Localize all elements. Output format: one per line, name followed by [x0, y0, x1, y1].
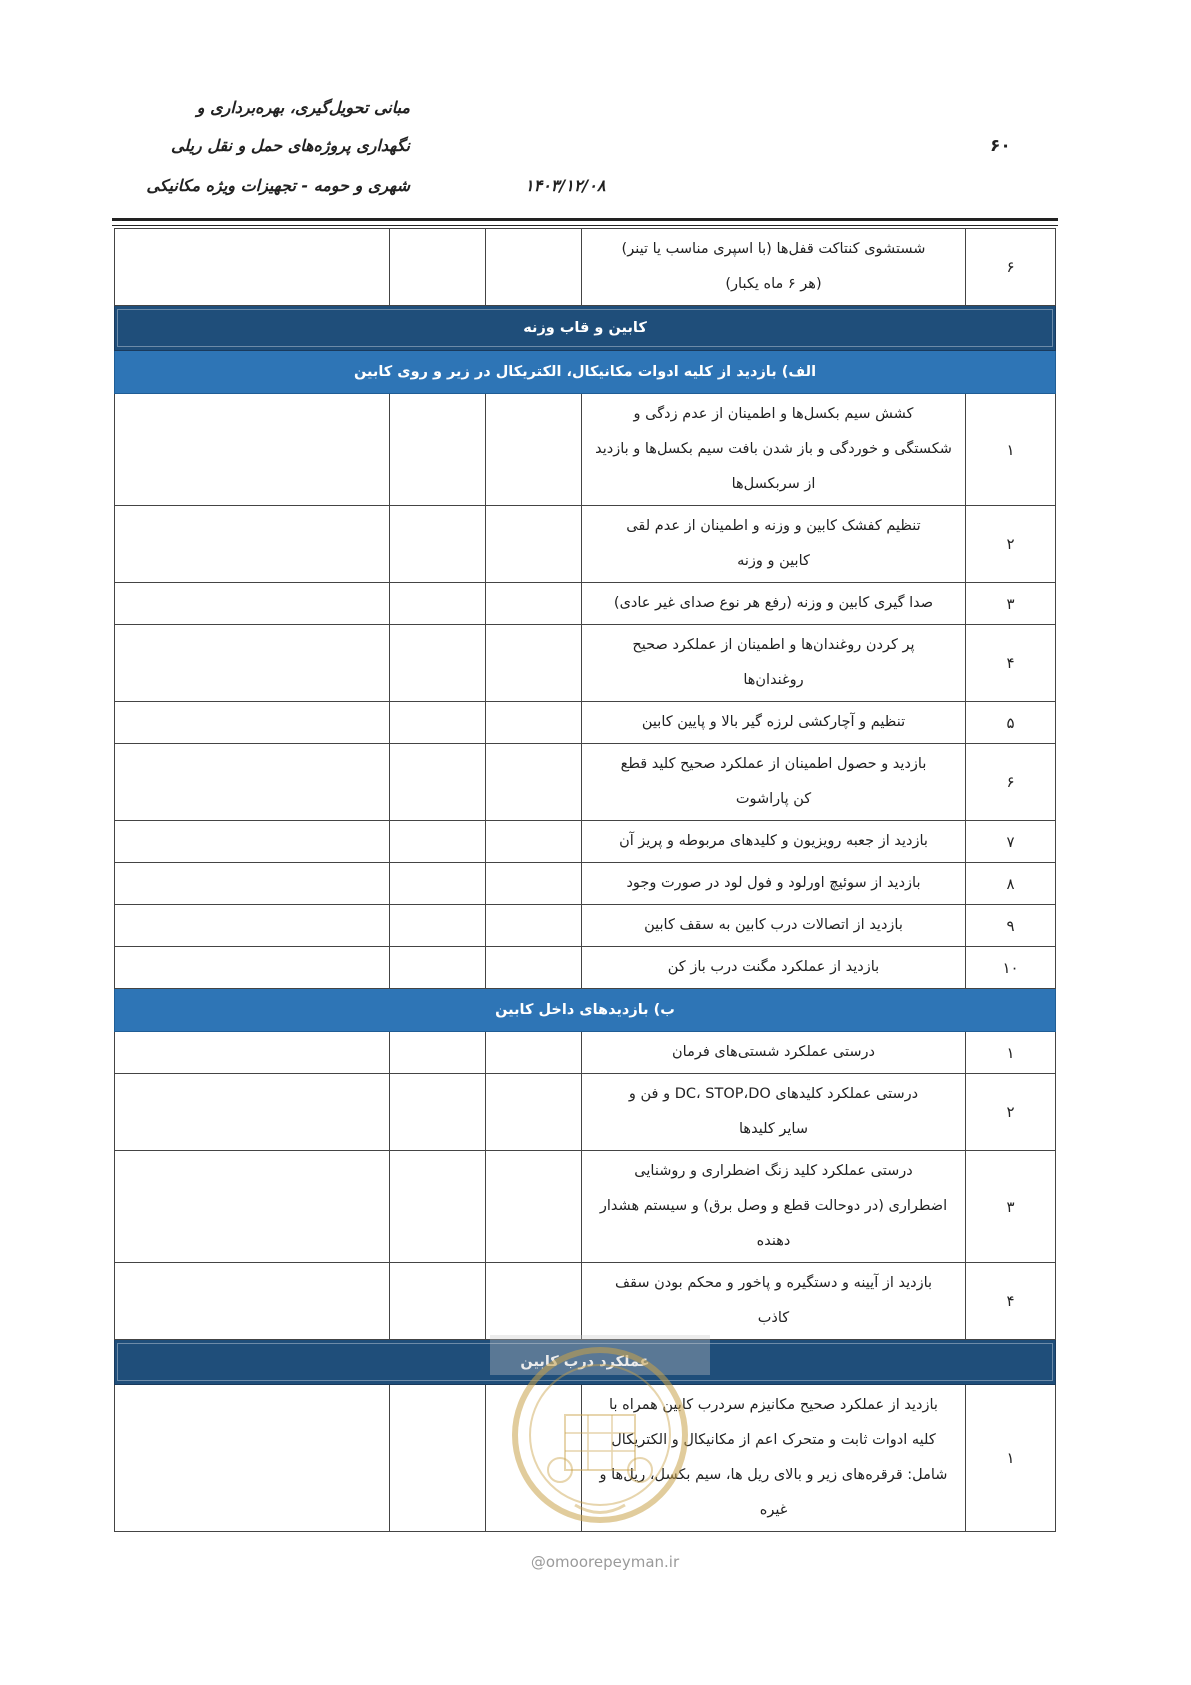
remarks-cell[interactable]	[115, 625, 390, 702]
row-description	[582, 506, 966, 583]
row-description-line: بازدید از عملکرد صحیح مکانیزم سردرب کابین همراه با	[609, 1397, 938, 1413]
row-description-line: کلیه ادوات ثابت و متحرک اعم از مکانیکال و الکتریکال	[611, 1432, 936, 1448]
check-cell[interactable]	[486, 1032, 582, 1074]
remarks-cell[interactable]	[115, 394, 390, 506]
row-description	[582, 583, 966, 625]
header-rule-thin	[112, 225, 1058, 226]
check-cell[interactable]	[390, 1151, 486, 1263]
row-description	[582, 947, 966, 989]
table-row	[115, 947, 1056, 989]
check-cell[interactable]	[486, 1074, 582, 1151]
row-description-line: بازدید از سوئیچ اورلود و فول لود در صورت وجود	[626, 875, 921, 891]
row-number: ۱۰	[966, 947, 1056, 989]
check-cell[interactable]	[486, 1151, 582, 1263]
header-title-line-3: شهری و حومه - تجهیزات ویژه مکانیکی	[146, 176, 410, 195]
header-title-line-2: نگهداری پروژه‌های حمل و نقل ریلی	[170, 136, 410, 155]
check-cell[interactable]	[486, 863, 582, 905]
row-description-line: کاذب	[757, 1310, 790, 1326]
row-description-line: شکستگی و خوردگی و باز شدن بافت سیم بکسل‌ها و بازدید	[595, 441, 952, 457]
row-number: ۶	[966, 229, 1056, 306]
check-cell[interactable]	[486, 506, 582, 583]
check-cell[interactable]	[390, 583, 486, 625]
section-header-row	[115, 306, 1056, 351]
row-description-line: بازدید و حصول اطمینان از عملکرد صحیح کلید قطع	[620, 756, 927, 772]
remarks-cell[interactable]	[115, 947, 390, 989]
row-number: ۹	[966, 905, 1056, 947]
check-cell[interactable]	[486, 229, 582, 306]
row-description-line: درستی عملکرد شستی‌های فرمان	[672, 1044, 875, 1060]
table-row	[115, 905, 1056, 947]
row-description-line: بازدید از آیینه و دستگیره و پاخور و محکم بودن سقف	[614, 1275, 933, 1291]
table-row	[115, 821, 1056, 863]
check-cell[interactable]	[390, 1385, 486, 1532]
check-cell[interactable]	[486, 947, 582, 989]
table-row	[115, 229, 1056, 306]
subsection-header-a	[115, 351, 1056, 394]
remarks-cell[interactable]	[115, 744, 390, 821]
check-cell[interactable]	[486, 744, 582, 821]
row-description	[582, 1074, 966, 1151]
page-number: ۶۰	[990, 136, 1011, 156]
check-cell[interactable]	[390, 625, 486, 702]
header-title-line-1: مبانی تحویل‌گیری، بهره‌برداری و	[196, 98, 410, 117]
table-row	[115, 625, 1056, 702]
row-description	[582, 625, 966, 702]
row-number: ۸	[966, 863, 1056, 905]
row-description-line: کن پاراشوت	[735, 791, 812, 807]
row-description-line: درستی عملکرد کلیدهای DC، STOP،DO و فن و	[628, 1086, 919, 1102]
row-description-line: از سربکسل‌ها	[731, 476, 816, 492]
row-description-line: بازدید از جعبه رویزیون و کلیدهای مربوطه و پریز آن	[619, 833, 928, 849]
remarks-cell[interactable]	[115, 583, 390, 625]
check-cell[interactable]	[390, 1263, 486, 1340]
section-header-cabin	[115, 306, 1056, 351]
remarks-cell[interactable]	[115, 702, 390, 744]
row-description-line: تنظیم کفشک کابین و وزنه و اطمینان از عدم لقی	[626, 518, 921, 534]
header-rule-thick	[112, 218, 1058, 221]
row-number: ۱	[966, 394, 1056, 506]
remarks-cell[interactable]	[115, 905, 390, 947]
row-description-line: شامل: قرقره‌های زیر و بالای ریل ها، سیم بکسل، ریل‌ها و	[599, 1467, 948, 1483]
row-description	[582, 905, 966, 947]
row-description	[582, 1385, 966, 1532]
row-description	[582, 1032, 966, 1074]
row-description-line: بازدید از اتصالات درب کابین به سقف کابین	[644, 917, 903, 933]
check-cell[interactable]	[486, 1385, 582, 1532]
check-cell[interactable]	[486, 821, 582, 863]
header-date: ۱۴۰۳/۱۲/۰۸	[525, 176, 606, 195]
row-number: ۳	[966, 1151, 1056, 1263]
row-description	[582, 821, 966, 863]
check-cell[interactable]	[486, 702, 582, 744]
row-number: ۶	[966, 744, 1056, 821]
row-description	[582, 394, 966, 506]
row-description-line: پر کردن روغندان‌ها و اطمینان از عملکرد صحیح	[632, 637, 915, 653]
row-description-line: درستی عملکرد کلید زنگ اضطراری و روشنایی	[634, 1163, 913, 1179]
row-description-line: اضطراری (در دوحالت قطع و وصل برق) و سیستم هشدار	[599, 1198, 948, 1214]
row-description	[582, 744, 966, 821]
row-description-line: (هر ۶ ماه یکبار)	[725, 276, 822, 292]
check-cell[interactable]	[390, 744, 486, 821]
row-description-line: کشش سیم بکسل‌ها و اطمینان از عدم زدگی و	[633, 406, 914, 422]
subsection-title: ب) بازدیدهای داخل کابین	[495, 1002, 675, 1018]
table-row	[115, 702, 1056, 744]
watermark-banner	[490, 1335, 710, 1375]
row-description	[582, 1151, 966, 1263]
table-row	[115, 583, 1056, 625]
table-row	[115, 1385, 1056, 1532]
remarks-cell[interactable]	[115, 1074, 390, 1151]
table-row	[115, 863, 1056, 905]
check-cell[interactable]	[390, 905, 486, 947]
row-number: ۴	[966, 1263, 1056, 1340]
subsection-title: الف) بازدید از کلیه ادوات مکانیکال، الکتریکال در زیر و روی کابین	[353, 364, 817, 380]
table-row	[115, 394, 1056, 506]
row-description-line: بازدید از عملکرد مگنت درب باز کن	[667, 959, 880, 975]
row-number: ۲	[966, 506, 1056, 583]
row-number: ۱	[966, 1385, 1056, 1532]
remarks-cell[interactable]	[115, 863, 390, 905]
check-cell[interactable]	[390, 394, 486, 506]
remarks-cell[interactable]	[115, 821, 390, 863]
row-number: ۳	[966, 583, 1056, 625]
row-description-line: غیره	[759, 1502, 788, 1518]
row-number: ۲	[966, 1074, 1056, 1151]
remarks-cell[interactable]	[115, 1385, 390, 1532]
check-cell[interactable]	[390, 863, 486, 905]
row-description	[582, 863, 966, 905]
row-description-line: کابین و وزنه	[737, 553, 810, 569]
subsection-header-row	[115, 351, 1056, 394]
check-cell[interactable]	[390, 1074, 486, 1151]
table-row	[115, 1151, 1056, 1263]
row-number: ۷	[966, 821, 1056, 863]
table-row	[115, 744, 1056, 821]
row-description	[582, 1263, 966, 1340]
table-row	[115, 1032, 1056, 1074]
check-cell[interactable]	[390, 1032, 486, 1074]
remarks-cell[interactable]	[115, 1151, 390, 1263]
check-cell[interactable]	[486, 394, 582, 506]
table-row	[115, 1074, 1056, 1151]
row-description	[582, 229, 966, 306]
check-cell[interactable]	[486, 1263, 582, 1340]
row-number: ۵	[966, 702, 1056, 744]
remarks-cell[interactable]	[115, 1032, 390, 1074]
row-description-line: روغندان‌ها	[743, 672, 804, 688]
check-cell[interactable]	[486, 625, 582, 702]
row-description-line: دهنده	[756, 1233, 791, 1249]
row-description	[582, 702, 966, 744]
remarks-cell[interactable]	[115, 1263, 390, 1340]
check-cell[interactable]	[486, 583, 582, 625]
subsection-header-row	[115, 989, 1056, 1032]
row-description-line: شستشوی کنتاکت قفل‌ها (با اسپری مناسب یا تینر)	[621, 241, 926, 257]
section-title: کابین و قاب وزنه	[523, 320, 647, 336]
table-row	[115, 1263, 1056, 1340]
watermark-site-label: @omoorepeyman.ir	[530, 1553, 680, 1571]
subsection-header-b	[115, 989, 1056, 1032]
row-number: ۴	[966, 625, 1056, 702]
remarks-cell[interactable]	[115, 506, 390, 583]
row-description-line: سایر کلیدها	[739, 1121, 808, 1137]
check-cell[interactable]	[390, 506, 486, 583]
check-cell[interactable]	[390, 702, 486, 744]
row-number: ۱	[966, 1032, 1056, 1074]
check-cell[interactable]	[486, 905, 582, 947]
check-cell[interactable]	[390, 229, 486, 306]
check-cell[interactable]	[390, 821, 486, 863]
check-cell[interactable]	[390, 947, 486, 989]
row-description-line: صدا گیری کابین و وزنه (رفع هر نوع صدای غیر عادی)	[613, 595, 934, 611]
row-description-line: تنظیم و آچارکشی لرزه گیر بالا و پایین کابین	[641, 714, 906, 730]
table-row	[115, 506, 1056, 583]
section-title: عملکرد درب کابین	[520, 1354, 650, 1370]
remarks-cell[interactable]	[115, 229, 390, 306]
